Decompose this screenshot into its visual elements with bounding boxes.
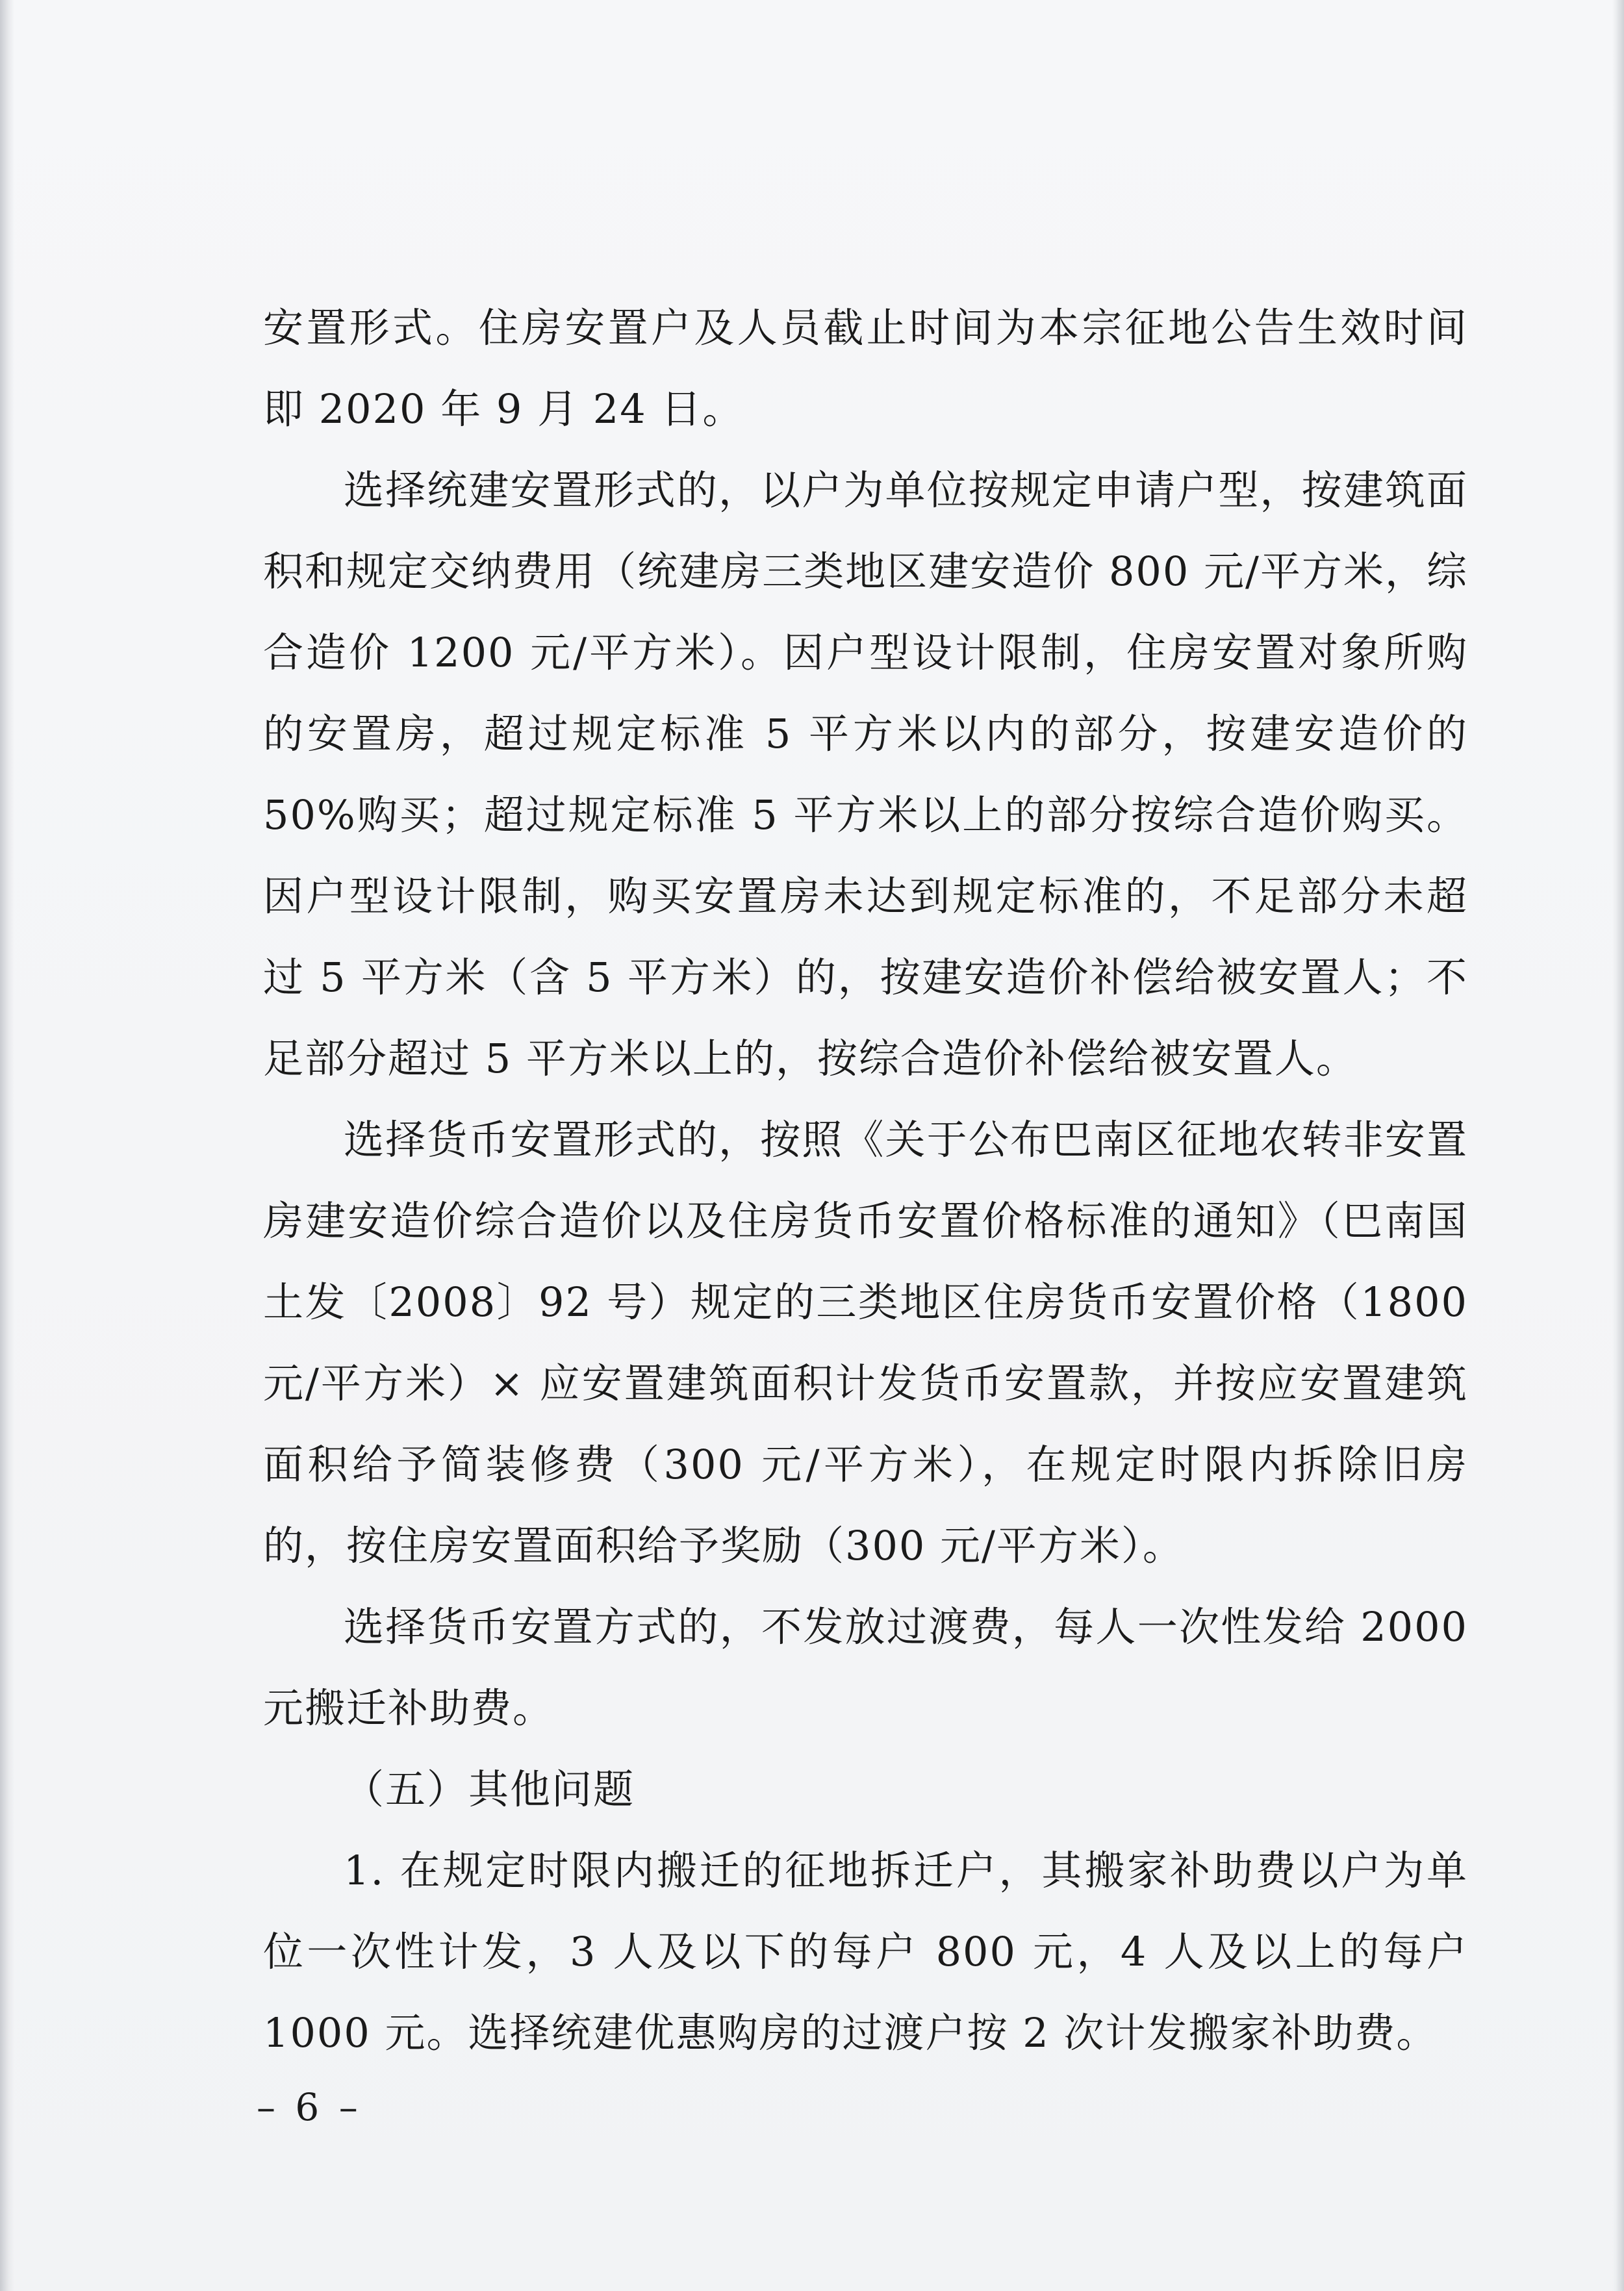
paragraph-monetary-resettlement: 选择货币安置形式的，按照《关于公布巴南区征地农转非安置房建安造价综合造价以及住房货币安置价格标准的通知》（巴南国土发〔2008〕92 号）规定的三类地区住房货币安置价格（1800 元/平方米）× 应安置建筑面积计发货币安置款，并按应安置建筑面积给予简装修费（300 元/平方米），在规定时限内拆除旧房的，按住房安置面积给予奖励（300 元/平方米）。 xyxy=(263,1116,1468,1569)
paragraph-housing-deadline: 安置形式。住房安置户及人员截止时间为本宗征地公告生效时间即 2020 年 9 月 24 日。 xyxy=(263,304,1468,433)
paragraph-unified-construction: 选择统建安置形式的，以户为单位按规定申请户型，按建筑面积和规定交纳费用（统建房三类地区建安造价 800 元/平方米，综合造价 1200 元/平方米）。因户型设计限制，住房安置对象所购的安置房，超过规定标准 5 平方米以内的部分，按建安造价的 50%购买；超过规定标准 5 平方米以上的部分按综合造价购买。因户型设计限制，购买安置房未达到规定标准的，不足部分未超过 5 平方米（含 5 平方米）的，按建安造价补偿给被安置人；不足部分超过 5 平方米以上的，按综合造价补偿给被安置人。 xyxy=(263,466,1468,1082)
section-heading-other-issues: （五）其他问题 xyxy=(344,1766,635,1813)
document-body xyxy=(263,287,1468,2073)
paragraph-relocation-subsidy: 选择货币安置方式的，不发放过渡费，每人一次性发给 2000 元搬迁补助费。 xyxy=(263,1603,1468,1732)
paragraph-moving-subsidy: 1. 在规定时限内搬迁的征地拆迁户，其搬家补助费以户为单位一次性计发，3 人及以下的每户 800 元，4 人及以上的每户 1000 元。选择统建优惠购房的过渡户按 2 次计发搬家补助费。 xyxy=(263,1847,1468,2057)
page-number: – 6 – xyxy=(257,2085,362,2129)
